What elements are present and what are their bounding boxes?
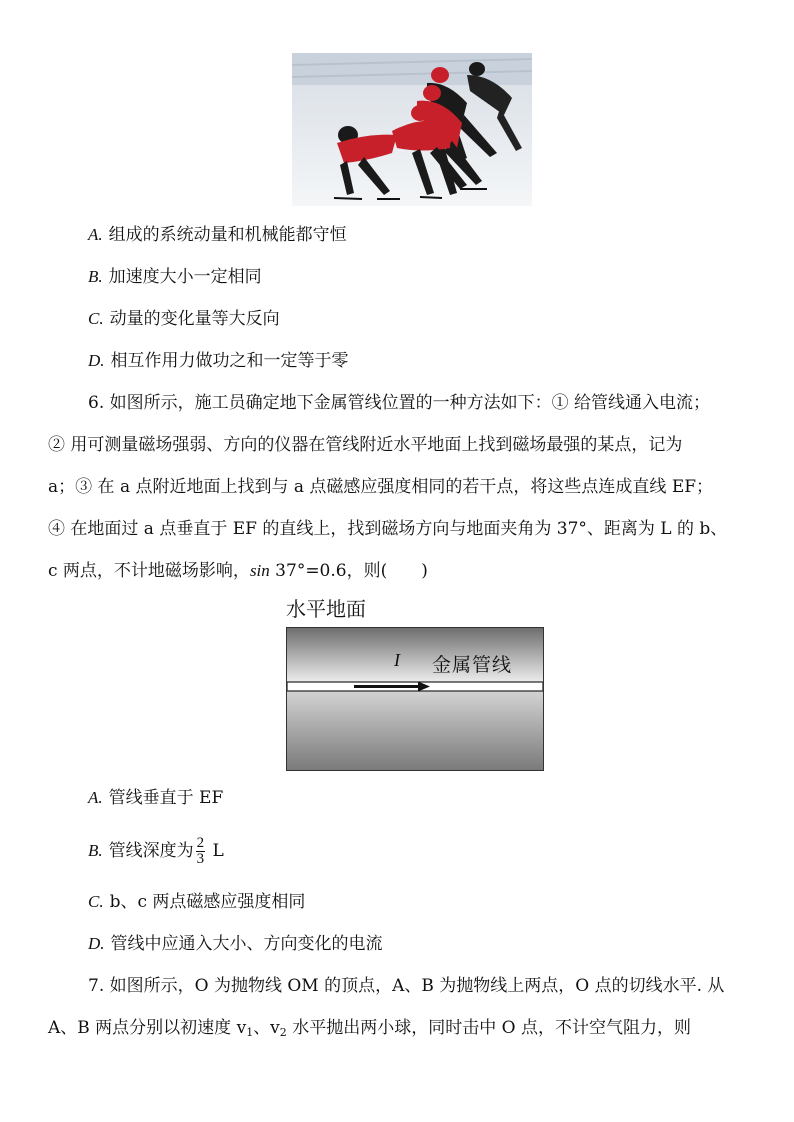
q6-line-1: 6. 如图所示，施工员确定地下金属管线位置的一种方法如下：① 给管线通入电流；: [88, 393, 711, 413]
q5-option-b: [88, 265, 262, 289]
option-text: 动量的变化量等大反向: [109, 309, 280, 329]
option-letter: A.: [88, 788, 103, 807]
q7-line-1: 7. 如图所示，O 为抛物线 OM 的顶点，A、B 为抛物线上两点，O 点的切线水平. 从: [88, 976, 725, 996]
q6-option-c: [88, 890, 305, 914]
option-letter: D.: [88, 351, 105, 370]
q5-option-c: [88, 307, 280, 331]
option-text: 管线中应通入大小、方向变化的电流: [110, 934, 383, 954]
q6-option-a: [88, 786, 223, 810]
q6-option-d: [88, 932, 383, 956]
option-letter: A.: [88, 225, 103, 244]
option-text: b、c 两点磁感应强度相同: [109, 892, 306, 912]
current-label: I: [394, 650, 400, 670]
q7-line-2: A、B 两点分别以初速度 $v_1$、$v_2$ 水平抛出两小球，同时击中 O 点，不计空气阻力，则: [48, 1018, 691, 1039]
option-letter: B.: [88, 267, 103, 286]
q6-line-3: a；③ 在 a 点附近地面上找到与 a 点磁感应强度相同的若干点，将这些点连成直线 EF；: [48, 477, 714, 497]
q5-option-a: [88, 223, 347, 247]
option-letter: C.: [88, 309, 104, 328]
q6-line-5: c 两点，不计地磁场影响，sin 37°=0.6，则( ): [48, 561, 428, 581]
q6-option-b: B. 管线深度为 $\frac{2}{3}$ L: [88, 835, 224, 867]
option-text: 加速度大小一定相同: [108, 267, 262, 287]
q5-option-d: [88, 349, 349, 373]
option-text: 管线深度为: [108, 841, 194, 861]
q6-line-4: ④ 在地面过 a 点垂直于 EF 的直线上，找到磁场方向与地面夹角为 37°、距离为 L 的 b、: [48, 519, 728, 539]
option-letter: C.: [88, 892, 104, 911]
q6-line-2: ② 用可测量磁场强弱、方向的仪器在管线附近水平地面上找到磁场最强的某点，记为: [48, 435, 683, 455]
pipe-label: 金属管线: [432, 654, 513, 676]
ground-label: 水平地面: [286, 597, 366, 621]
soil-lower: [287, 690, 543, 770]
option-letter: B.: [88, 841, 103, 860]
option-letter: D.: [88, 934, 105, 953]
pipe-figure: [286, 596, 544, 772]
option-text: 管线垂直于 EF: [108, 788, 224, 808]
speed-skating-photo: [292, 53, 532, 206]
fraction: $\frac{2}{3}$: [196, 835, 205, 867]
option-text: 组成的系统动量和机械能都守恒: [108, 225, 347, 245]
option-text: 相互作用力做功之和一定等于零: [110, 351, 349, 371]
